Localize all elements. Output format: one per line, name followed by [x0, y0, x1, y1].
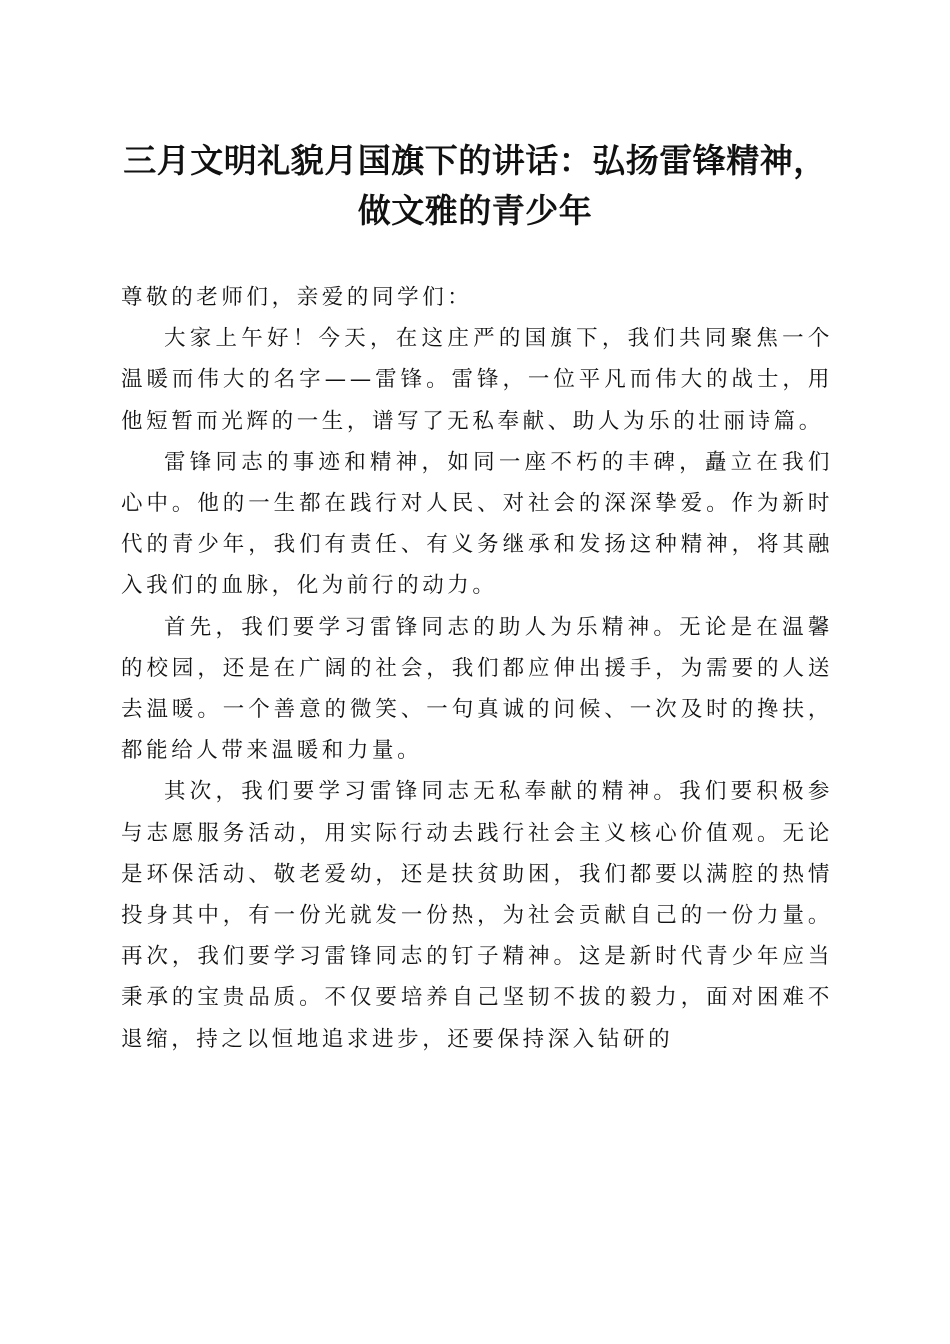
- paragraph-3: 首先，我们要学习雷锋同志的助人为乐精神。无论是在温馨的校园，还是在广阔的社会，我们都应伸出援手，为需要的人送去温暖。一个善意的微笑、一句真诚的问候、一次及时的搀扶，都能给人带来温暖和力量。: [121, 614, 833, 764]
- title-line-1: 三月文明礼貌月国旗下的讲话：弘扬雷锋精神，: [123, 141, 827, 180]
- paragraph-2: 雷锋同志的事迹和精神，如同一座不朽的丰碑，矗立在我们心中。他的一生都在践行对人民、对社会的深深挚爱。作为新时代的青少年，我们有责任、有义务继承和发扬这种精神，将其融入我们的血脉，化为前行的动力。: [121, 449, 833, 599]
- title-line-2: 做文雅的青少年: [357, 191, 593, 230]
- paragraph-4: 其次，我们要学习雷锋同志无私奉献的精神。我们要积极参与志愿服务活动，用实际行动去践行社会主义核心价值观。无论是环保活动、敬老爱幼，还是扶贫助困，我们都要以满腔的热情投身其中，有一份光就发一份热，为社会贡献自己的一份力量。再次，我们要学习雷锋同志的钉子精神。这是新时代青少年应当秉承的宝贵品质。不仅要培养自己坚韧不拔的毅力，面对困难不退缩，持之以恒地追求进步，还要保持深入钻研的: [121, 779, 833, 1052]
- document-title: [110, 136, 840, 236]
- paragraph-1: 大家上午好！今天，在这庄严的国旗下，我们共同聚焦一个温暖而伟大的名字——雷锋。雷锋，一位平凡而伟大的战士，用他短暂而光辉的一生，谱写了无私奉献、助人为乐的壮丽诗篇。: [121, 326, 833, 434]
- salutation: 尊敬的老师们，亲爱的同学们：: [121, 285, 473, 310]
- document-body: [121, 277, 833, 1060]
